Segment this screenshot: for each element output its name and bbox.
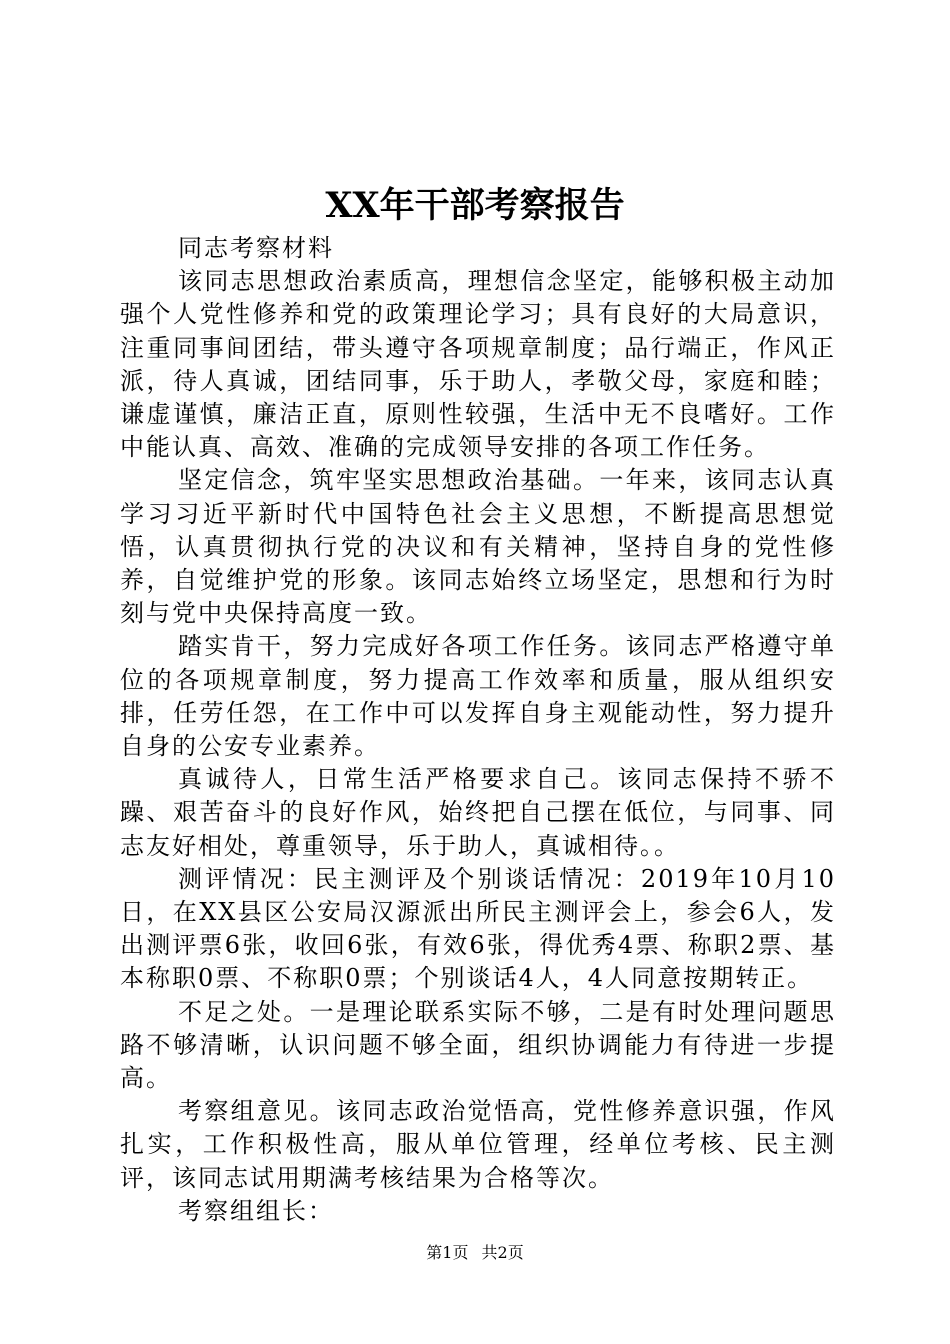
paragraph-team-leader: 考察组组长： [178, 1196, 334, 1225]
paragraph-subject: 同志考察材料 [178, 234, 334, 262]
document-body [120, 232, 836, 1228]
paragraph-evaluation: 测评情况：民主测评及个别谈话情况：2019年10月10日，在XX县区公安局汉源派出所民主测评会上，参会6人，发出测评票6张，收回6张，有效6张，得优秀4票、称职2票、基本称职0票、不称职0票；个别谈话4人，4人同意按期转正。 [120, 864, 836, 993]
paragraph-political-belief: 坚定信念，筑牢坚实思想政治基础。一年来，该同志认真学习习近平新时代中国特色社会主义思想，不断提高思想觉悟，认真贯彻执行党的决议和有关精神，坚持自身的党性修养，自觉维护党的形象。该同志始终立场坚定，思想和行为时刻与党中央保持高度一致。 [120, 466, 836, 628]
page-number-total: 共2页 [481, 1243, 524, 1262]
paragraph-daily-conduct: 真诚待人，日常生活严格要求自己。该同志保持不骄不躁、艰苦奋斗的良好作风，始终把自己摆在低位，与同事、同志友好相处，尊重领导，乐于助人，真诚相待。。 [120, 765, 836, 860]
document-title: XX年干部考察报告 [325, 185, 625, 226]
paragraph-work-performance: 踏实肯干，努力完成好各项工作任务。该同志严格遵守单位的各项规章制度，努力提高工作效率和质量，服从组织安排，任劳任怨，在工作中可以发挥自身主观能动性，努力提升自身的公安专业素养。 [120, 632, 836, 761]
page-footer [0, 1241, 950, 1265]
paragraph-shortcomings: 不足之处。一是理论联系实际不够，二是有时处理问题思路不够清晰，认识问题不够全面，组织协调能力有待进一步提高。 [120, 997, 836, 1093]
page-number-current: 第1页 [426, 1243, 469, 1262]
paragraph-team-opinion: 考察组意见。该同志政治觉悟高，党性修养意识强，作风扎实，工作积极性高，服从单位管理，经单位考核、民主测评，该同志试用期满考核结果为合格等次。 [120, 1097, 836, 1192]
paragraph-overview: 该同志思想政治素质高，理想信念坚定，能够积极主动加强个人党性修养和党的政策理论学习；具有良好的大局意识，注重同事间团结，带头遵守各项规章制度；品行端正，作风正派，待人真诚，团结同事，乐于助人，孝敬父母，家庭和睦；谦虚谨慎，廉洁正直，原则性较强，生活中无不良嗜好。工作中能认真、高效、准确的完成领导安排的各项工作任务。 [120, 267, 836, 462]
